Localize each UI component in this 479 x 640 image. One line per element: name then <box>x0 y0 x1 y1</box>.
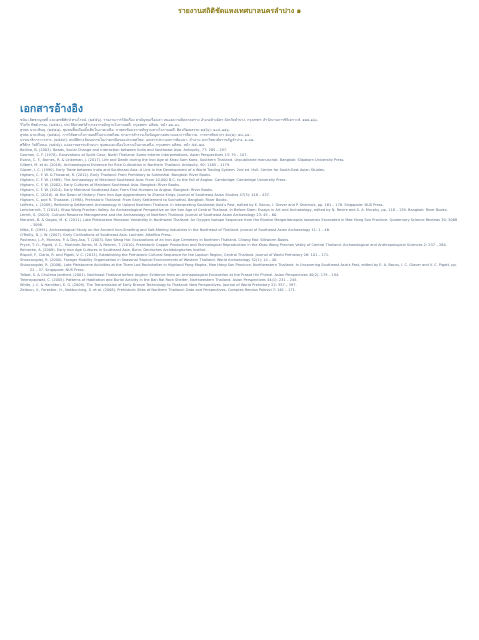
reference-item: บรรณาธิการวารสาร. (๒๕๕๙). สมบัติทางวัฒนธรรมในภาคเหนือของประเทศไทย. เอกสารประกอบการสัมมนา. ลำปาง: มหาวิทยาลัยราชภัฏลำปาง. ๑–๓๒. <box>20 138 255 142</box>
reference-item: Gorman, C. F. (1970). Excavations at Spirit Cave, North Thailand: Some Interim Interpretations. Asian Perspectives 13: 79 – 107. <box>20 153 248 157</box>
reference-item: Treerayapiwat, C. (2005). Patterns of Habitation and Burial Activity in the Ban Rai Rock Shelter, Northwestern Thailand. Asian Perspectives 44(1): 231 – 245. <box>20 278 298 282</box>
reference-item: Higham, C. F. W. (2002). Early Cultures of Mainland Southeast Asia. Bangkok: River Books. <box>20 183 181 187</box>
references-list <box>20 118 460 293</box>
reference-item: Marwick, B. & Gagan, M. K. (2011). Late Pleistocene Monsoon Variability in Northwest Thailand: An Oxygen Isotope Sequence from the Bivalve Margaritanopsis laosensis Excavated in Mae Hong Son Province. Quaternary Science Reviews 30: 3088 – 3098. <box>20 218 458 227</box>
reference-item: Glover, I. C. (1990). Early Trade between India and Southeast Asia: A Link in the Development of a World Trading System. 2nd ed. Hull: Centre for South-East Asian Studies. <box>20 168 326 172</box>
reference-item: สุรพล นาถะพินธุ. (๒๕๔๗). ชุมชนพื้นเมืองดั้งเดิมในภาคเหนือ: ภาพสะท้อนจากหลักฐานทางโบราณคดี. ศิลปวัฒนธรรม ๒๕(๖): ๑๐๔–๑๑๖. <box>20 128 230 132</box>
reference-item: White, J. C. & Hamilton, E. G. (2009). The Transmission of Early Bronze Technology to Thailand: New Perspectives. Journal of World Prehistory 22: 357 – 397. <box>20 283 297 287</box>
reference-item: Shoocongdej, R. (2000). Forager Mobility Organization in Seasonal Tropical Environments of Western Thailand. World Archaeology 32(1): 14 – 40. <box>20 258 278 262</box>
page-header: รายงานสถิติชัดแหงเทศบาลนครลำปาง ๑ <box>177 7 302 15</box>
reference-item: Talbot, S. & Chutima Janthed. (2001). Northeast Thailand before Angkor: Evidence from an Archaeological Excavation at the Prasat Hin Phimai. Asian Perspectives 40(2): 179 – 194. <box>20 273 340 277</box>
reference-item: Pryce, T. O., Pigott, V. C., Martinón-Torres, M. & Rehren, T. (2010). Prehistoric Copper Production and Technological Reproduction in the Khao Wong Prachan Valley of Central Thailand. Archaeological and Anthropological Sciences 2: 237 – 264. <box>20 243 447 247</box>
reference-item: Higham, C. F. W. (2014). Early Mainland Southeast Asia: From First Humans to Angkor. Bangkok: River Books. <box>20 188 214 192</box>
reference-item: Shoocongdej, R. (2006). Late Pleistocene Activities at the Tham Lod Rockshelter in Highland Pang Mapha, Mae Hong Son Province, Northwestern Thailand. In Uncovering Southeast Asia's Past, edited by E. A. Bacus, I. C. Glover and V. C. Pigott, pp. 22 – 37. Singapore: NUS Press. <box>20 263 457 272</box>
reference-item: Gilbert, M. et al. (2016). Archaeological Evidence for Rice Cultivation in Northern Thailand. Antiquity, 90: 1165 – 1179. <box>20 163 231 167</box>
reference-item: O'Reilly, D. J. W. (2007). Early Civilizations of Southeast Asia. Lanham: AltaMira Press. <box>20 233 172 237</box>
reference-item: วิไลรัก ทิพย์วรรณ. (๒๕๕๐). ประวัติศาสตร์ลำปางจากหลักฐานโบราณคดี. กรุงเทพฯ: มติชน. หน้า ๑๒–๓๐. <box>20 123 181 127</box>
reference-item: Rispoli, F., Ciarla, R. and Pigott, V. C. (2013). Establishing the Prehistoric Cultural Sequence for the Lopburi Region, Central Thailand. Journal of World Prehistory 26: 101 – 171. <box>20 253 330 257</box>
reference-item: Lefferts, L. (2009). Rethinking Settlement Archaeology in Upland Northern Thailand. In Interpreting Southeast Asia's Past, edited by E. Bacus, I. Glover and P. Sharrock, pp. 161 – 178. Singapore: NUS Press. <box>20 203 384 207</box>
reference-item: Higham, C. (2016). At the Dawn of History: From Iron Age Aggrandisers to Zhenla Kings. Journal of Southeast Asian Studies 47(3): 418 – 437. <box>20 193 271 197</box>
reference-item: Nitta, E. (1991). Archaeological Study on the Ancient Iron-Smelting and Salt-Making Industries in the Northeast of Thailand. Journal of Southeast Asian Archaeology 11: 1 – 46. <box>20 228 331 232</box>
reference-item: Lertrit, S. (2003). Cultural Resource Management and the Archaeology of Northern Thailand. Journal of Southeast Asian Archaeology 23: 45 – 60. <box>20 213 278 217</box>
reference-item: Pautreau, J.-P., Mornais, P. & Doy-Asa, T. (2003). Ban Wang Hai: Excavations of an Iron Age Cemetery in Northern Thailand. Chiang Mai: Silkworm Books. <box>20 238 290 242</box>
reference-item: ชนัน เลิศชาญฤทธิ์ และเดชพิทักษ์ ทรงโรจน์. (๒๕๕๖). รายงานการวิจัยเรื่อง สามัญชนเรื่องเล่า หนองควายมิคลาดสร่าง อำเภอห้างฉัตร จังหวัดลำปาง. กรุงเทพฯ: สำนักงานการทิวิเคราะห์. ๑๒๒-๑๖๐. <box>20 118 319 122</box>
reference-item: ศรีศักร วัลลิโภดม. (๒๕๔๖). แอ่งอารยธรรมล้านนา: ชุมชนและเมืองโบราณในภาคเหนือ. กรุงเทพฯ: มติชน. หน้า ๕๕–๗๘. <box>20 143 206 147</box>
reference-item: Evans, C. F., Barnes, R. & Linkeman, J. (2017). Life and Death during the Iron Age at Khao Sam Kaeo, Southern Thailand. Unpublished manuscript. Bangkok: Silpakorn University Press. <box>20 158 345 162</box>
reference-item: Reinecke, A. (2009). Early Iron Age Cultures in Southeast Asia. Bonn: Deutsches Archäologisches Institut. <box>20 248 207 252</box>
reference-item: Bellina, B. (2003). Beads, Social Change and Interaction between India and Southeast Asia. Antiquity, 77: 285 – 297. <box>20 148 228 152</box>
references-heading: เอกสารอ้างอิง <box>20 103 83 115</box>
reference-item: Higham, C. and R. Thosarat. (1998). Prehistoric Thailand: From Early Settlement to Sukhothai. Bangkok: River Books. <box>20 198 228 202</box>
reference-item: สุรพล นาถะพินธุ. (๒๕๕๓). การวิจัยทางโบราณคดีในประเทศไทย. ทางการสำรวจเก็บข้อมูลภาคสนามและการตีความ. วารสารศิลปากร ๕๓(๒): ๔๓–๖๔. <box>20 133 251 137</box>
reference-item: Higham, C. F. W. (1989). The Archaeology of Mainland Southeast Asia: From 10,000 B.C. to the Fall of Angkor. Cambridge: Cambridge University Press. <box>20 178 287 182</box>
reference-item: Higham, C. F. W. & Thosarat, R. (2012). Early Thailand: From Prehistory to Sukhothai. Bangkok: River Books. <box>20 173 212 177</box>
reference-item: Zeitoun, V., Forestier, H., Nakbunlung, S. et al. (2008). Prehistoric Sites of Northern Thailand: Data and Perspectives. Comptes Rendus Palevol 7: 161 – 171. <box>20 288 296 292</box>
reference-item: Lertcharnrit, T. (2014). Khao Wong Prachan Valley: An Archaeological Perspective on the Iron Age of Central Thailand. In Before Siam: Essays in Art and Archaeology, edited by N. Revire and S. A. Murphy, pp. 118 – 139. Bangkok: River Books. <box>20 208 448 212</box>
